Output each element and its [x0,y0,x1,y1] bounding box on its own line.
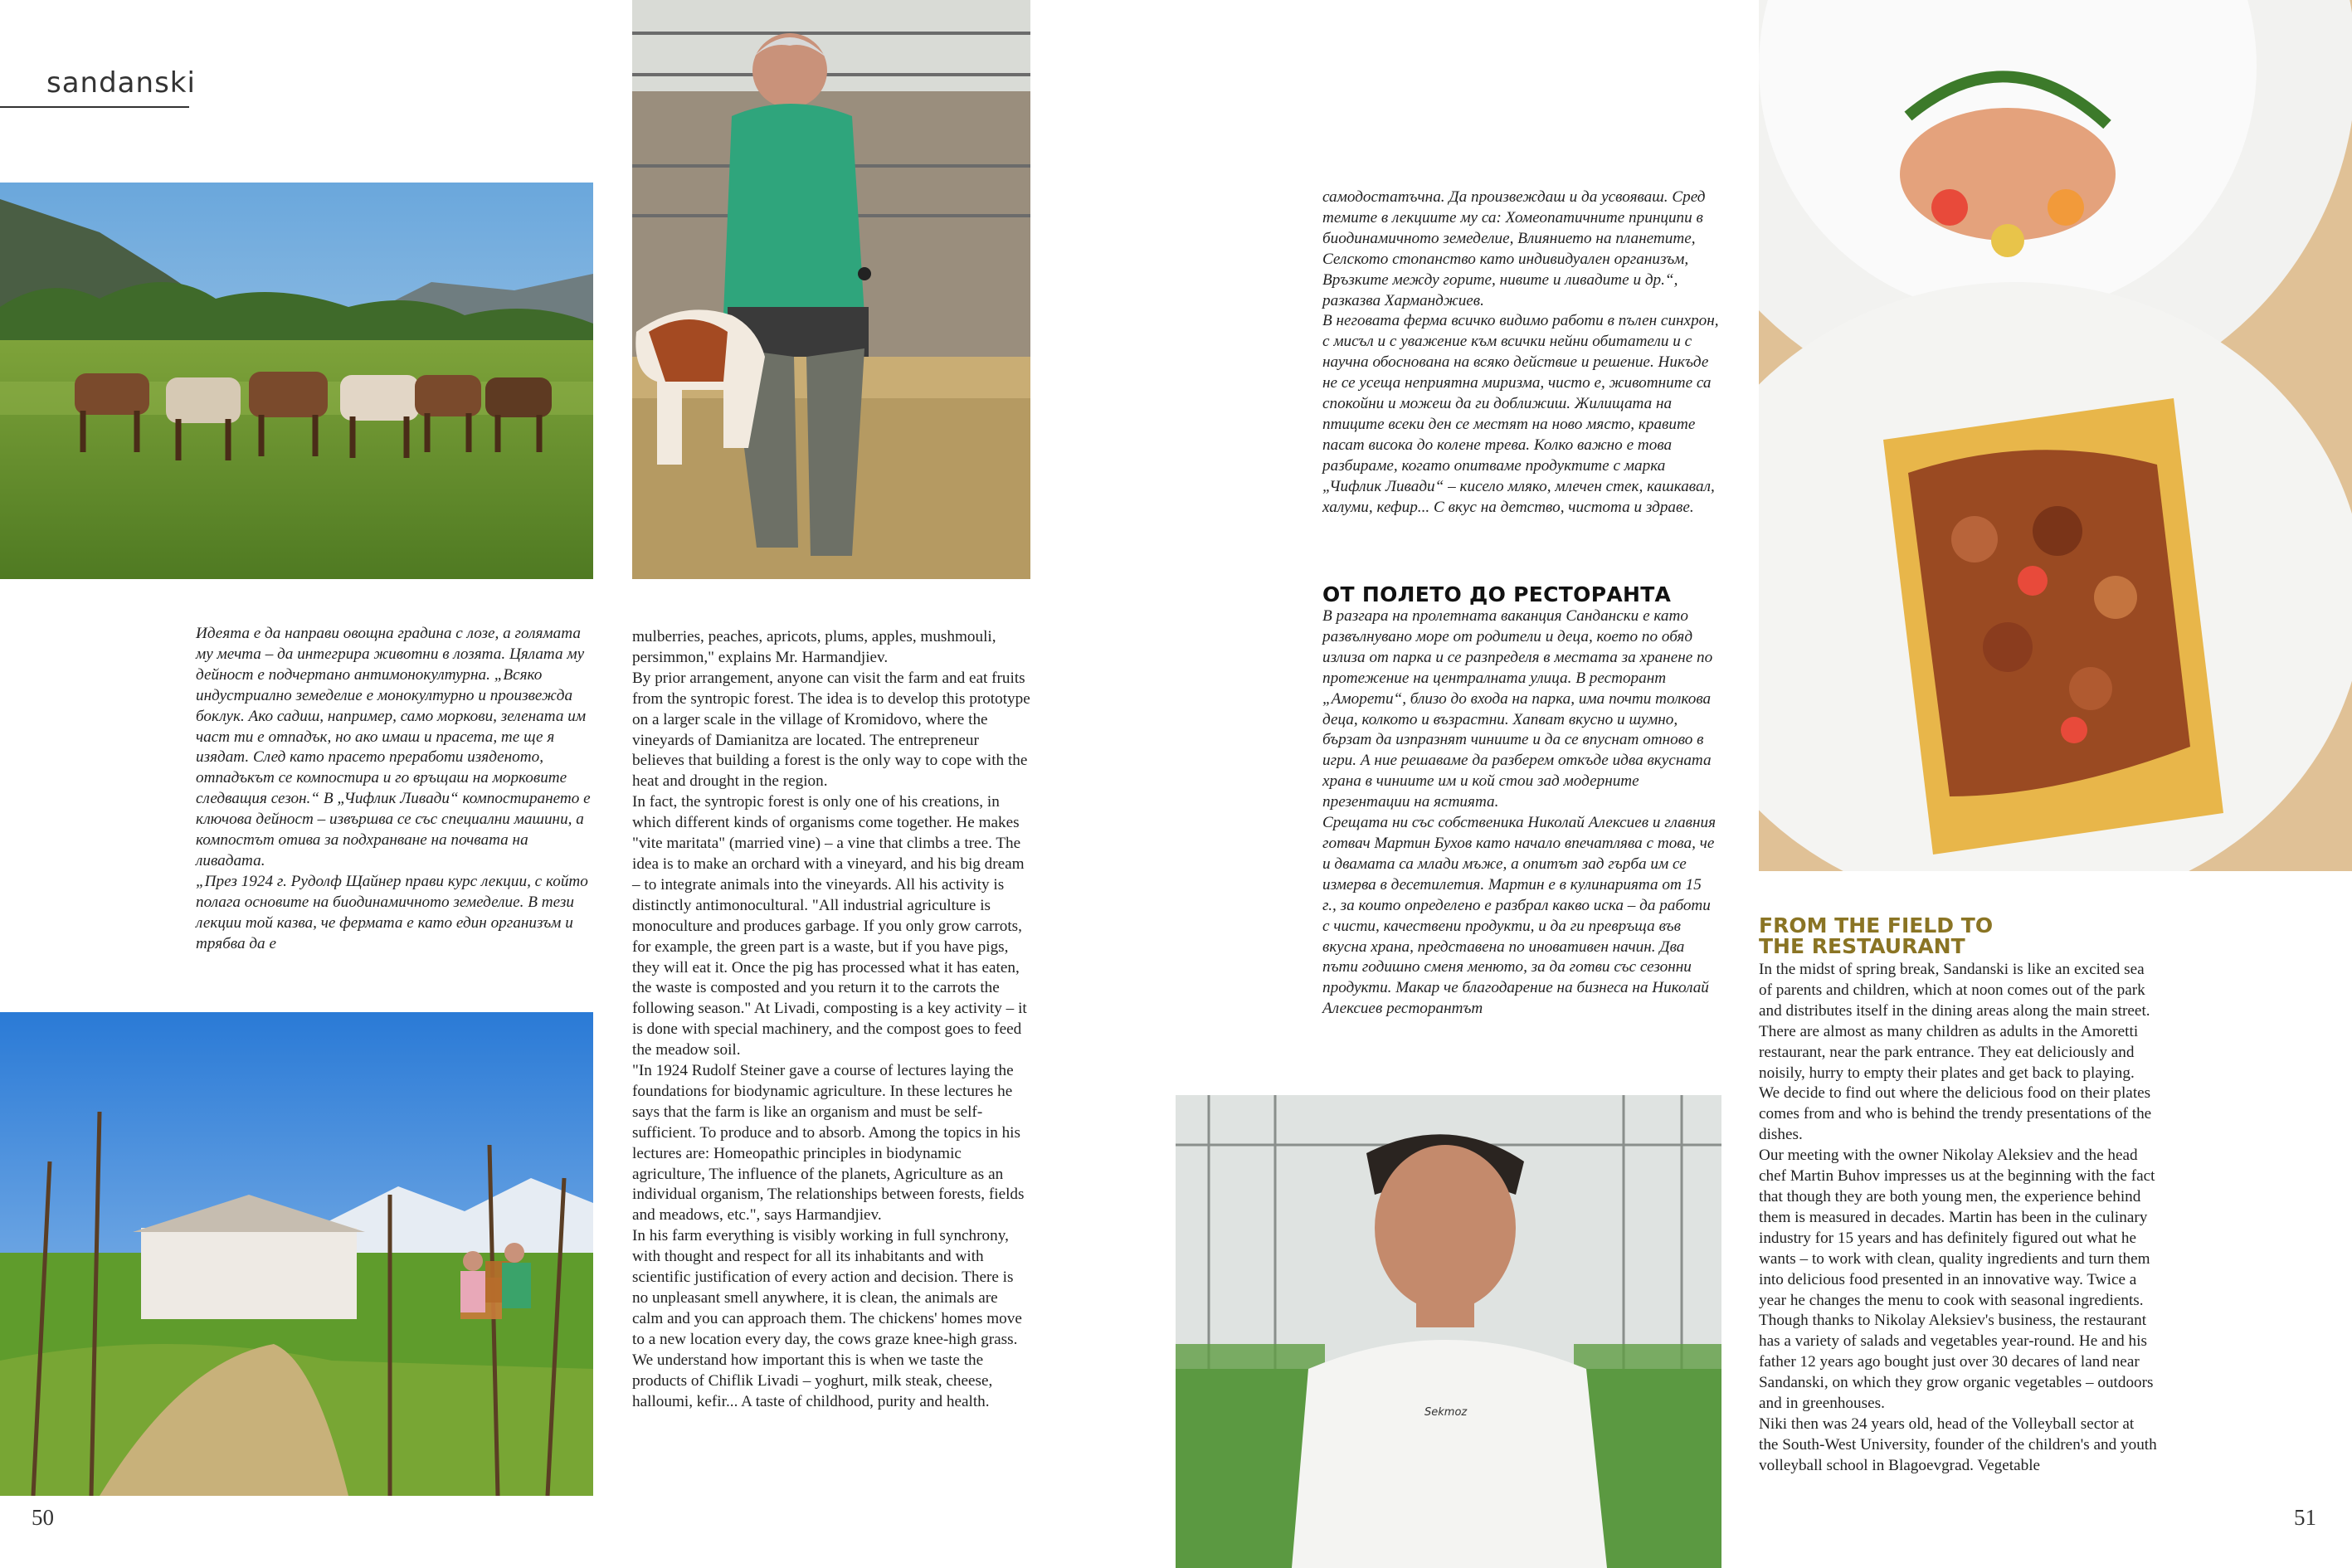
page-number-right: 51 [2294,1505,2316,1530]
paragraph: Our meeting with the owner Nikolay Aleksiev and the head chef Martin Buhov impresses us at the beginning with the fact that though they are both young men, the experience behind them is measured in decades. Martin has been in the culinary industry for 15 years and has definitely figured out what he wants – to work with clean, quality ingredients and turn them into delicious food presented in an innovative way. Twice a year he changes the menu to cook with seasonal ingredients. Though thanks to Nikolay Aleksiev's business, the restaurant has a variety of salads and vegetables year-round. He and his father 12 years ago bought just over 30 decares of land near Sandanski, on which they grow organic vegetables – outdoors and in greenhouses. [1759,1147,2155,1413]
photo-chef-greenhouse [1176,1095,1721,1568]
photo-food-plates [1759,0,2352,871]
paragraph: By prior arrangement, anyone can visit the farm and eat fruits from the syntropic forest. The idea is to develop this prototype on a larger scale in the village of Kromidovo, where the vineyards of Damianitza are located. The entrepreneur believes that building a forest is the only way to cope with the heat and drought in the region. [632,669,1030,791]
paragraph: "In 1924 Rudolf Steiner gave a course of lectures laying the foundations for biodynamic agriculture. In these lectures he says that the farm is like an organism and must be self-sufficient. To produce and to absorb. Among the topics in his lectures are: Homeopathic principles in biodynamic agriculture, The influence of the planets, Agriculture as an individual organism, The relationships between forests, fields and meadows, etc.", says Harmandjiev. [632,1062,1025,1225]
paragraph: Niki then was 24 years old, head of the Volleyball sector at the South-West University, founder of the children's and youth volleyball school in Blagoevgrad. Vegetable [1759,1415,2157,1474]
paragraph: В неговата ферма всичко видимо работи в пълен синхрон, с мисъл и с уважение към всички нейни обитатели и с научна обоснована на всяко действие и решение. Никъде не се усеща неприятна миризма, чисто е, животните са спокойни и можеш да ги доближиш. Жилищата на птиците всеки ден се местят на ново място, кравите пасат висока до колене трева. Колко важно е това разбираме, когато опитваме продуктите с марка „Чифлик Ливади“ – кисело мляко, млечен стек, кашкавал, халуми, кефир... С вкус на детство, чистота и здраве. [1322,312,1719,516]
paragraph: Срещата ни със собственика Николай Алексиев и главния готвач Мартин Бухов като начало впечатлява с това, че и двамата са млади мъже, а опитът зад гърба им се измерва в десетилетия. Мартин е в кулинарията от 15 г., за които определено е разбрал какво иска – да работи с чисти, качествени продукти, и да ги превръща във вкусна храна, представена по иновативен начин. Два пъти годишно сменя менюто, за да готви със сезонни продукти. Макар че благодарение на бизнеса на Николай Алексиев ресторантът [1322,814,1717,1018]
paragraph: самодостатъчна. Да произвеждаш и да усвояваш. Сред темите в лекциите му са: Хомеопатичните принципи в биодинамичното земеделие, Влиянието на планетите, Селското стопанство като индивидуален организъм, Връзките между горите, нивите и ливадите и др.“, разказва Харманджиев. [1322,188,1706,309]
left-bulgarian-column [196,624,592,955]
left-english-column [632,627,1030,1412]
section-rule [0,106,189,108]
page-number-left: 50 [32,1505,54,1530]
photo-orchard-people [0,1012,593,1496]
paragraph: In the midst of spring break, Sandanski is like an excited sea of parents and children, which at noon comes out of the park and distributes itself in the dining areas along the main street. There are almost as many children as adults in the Amoretti restaurant, near the park entrance. They eat deliciously and noisily, hurry to empty their plates and get back to playing. We decide to find out where the delicious food on their plates comes from and who is behind the trendy presentations of the dishes. [1759,961,2152,1144]
photo-cows-meadow [0,183,593,579]
right-bulgarian-column-bottom [1322,606,1719,1020]
bulgarian-section-heading: ОТ ПОЛЕТО ДО РЕСТОРАНТА [1322,582,1672,606]
paragraph: mulberries, peaches, apricots, plums, apples, mushmouli, persimmon," explains Mr. Harmandjiev. [632,628,996,666]
english-section-heading: FROM THE FIELD TO THE RESTAURANT [1759,913,1994,958]
right-bulgarian-column-top [1322,187,1719,519]
paragraph: Идеята е да направи овощна градина с лозе, а голямата му мечта – да интегрира животни в лозята. Цялата му дейност е подчертано антимонокултурна. „Всяко индустриално земеделие е монокултурно и произвежда боклук. Ако садиш, например, само моркови, зелената им част ти е отпадък, но ако имаш и прасета, те ще я изядат. След като прасето преработи изяденото, отпадъкът се компостира и го връщаш на морковите следващия сезон.“ В „Чифлик Ливади“ компостирането е ключова дейност – извършва се със специални машини, а компостът отива за подхранване на почвата на ливадата. [196,625,591,869]
right-english-column [1759,960,2157,1477]
section-label: sandanski [46,66,196,100]
paragraph: „През 1924 г. Рудолф Щайнер прави курс лекции, с който полага основите на биодинамичното земеделие. В тези лекции той казва, че фермата е като един организъм и трябва да е [196,872,588,952]
paragraph: In fact, the syntropic forest is only one of his creations, in which different kinds of organisms come together. He makes "vite maritata" (married vine) – a vine that climbs a tree. The idea is to make an orchard with a vineyard, and his big dream – to integrate animals into the vineyards. All his activity is distinctly antimonocultural. "All industrial agriculture is monoculture and produces garbage. If you only grow carrots, for example, the green part is a waste, but if you have pigs, they will eat it. Once the pig has processed what it has eaten, the waste is composted and you return it to the carrots the following season." At Livadi, composting is a key activity – it is done with special machinery, and the compost goes to feed the meadow soil. [632,793,1027,1059]
photo-man-with-calf [632,0,1030,579]
shirt-print-text: Sekmoz [1424,1406,1468,1419]
paragraph: In his farm everything is visibly working in full synchrony, with thought and respect for all its inhabitants and with scientific justification of every action and decision. There is no unpleasant smell anywhere, it is clean, the animals are calm and you can approach them. The chickens' homes move to a new location every day, the cows graze knee-high grass. We understand how important this is when we taste the products of Chiflik Livadi – yoghurt, milk steak, cheese, halloumi, kefir... A taste of childhood, purity and health. [632,1227,1022,1410]
paragraph: В разгара на пролетната ваканция Сандански е като развълнувано море от родители и деца, което по обяд излиза от парка и се разпределя в местата за хранене по протежение на централната улица. В ресторант „Аморети“, близо до входа на парка, има почти толкова деца, колкото и възрастни. Хапват вкусно и шумно, бързат да изпразнят чиниите и да се впуснат отново в игри. А ние решаваме да разберем откъде идва вкусната храна в чиниите им и кой стои зад модерните презентации на ястията. [1322,607,1713,811]
